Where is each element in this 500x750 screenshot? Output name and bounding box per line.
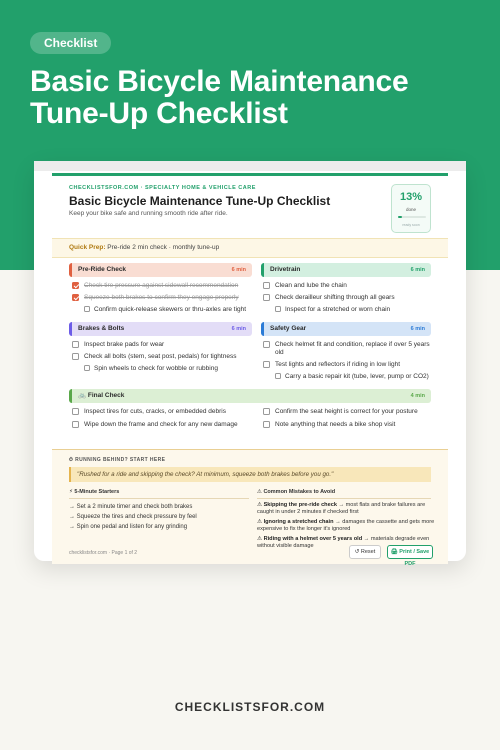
reset-button[interactable]: ↺ Reset — [349, 545, 381, 559]
section-final-check — [69, 389, 431, 403]
checkbox[interactable] — [263, 282, 270, 289]
section-title: Brakes & Bolts — [78, 325, 125, 332]
page-indicator: checklistsfor.com · Page 1 of 2 — [69, 550, 138, 556]
category-tag: Checklist — [30, 32, 111, 54]
mistake-item: ⚠ Ignoring a stretched chain → damages the cassette and gets more expensive to fix the longer it's ignored — [257, 519, 435, 532]
section-mins: 6 min — [410, 267, 425, 273]
doc-footer — [52, 544, 448, 567]
footer-brand[interactable]: CHECKLISTSFOR.COM — [174, 700, 326, 714]
running-behind-quote: "Rushed for a ride and skipping the check? At minimum, squeeze both brakes before you go." — [69, 467, 431, 482]
section-mins: 6 min — [231, 326, 246, 332]
section-title: 🚲 Final Check — [78, 392, 125, 399]
card-topbar — [34, 161, 466, 171]
section-title: Safety Gear — [270, 325, 307, 332]
mistake-item: ⚠ Skipping the pre-ride check → most flats and brake failures are caught in under 2 minutes if checked first — [257, 502, 426, 515]
starter-item: → Spin one pedal and listen for any grinding — [69, 524, 188, 530]
checkbox[interactable] — [72, 282, 79, 289]
checkbox[interactable] — [263, 421, 270, 428]
checkbox[interactable] — [72, 294, 79, 301]
section-title: Drivetrain — [270, 266, 301, 273]
checkbox[interactable] — [263, 294, 270, 301]
checkbox[interactable] — [72, 408, 79, 415]
checkbox[interactable] — [275, 373, 281, 379]
starter-item: → Set a 2 minute timer and check both brakes — [69, 504, 193, 510]
checkbox[interactable] — [263, 341, 270, 348]
checkbox[interactable] — [84, 365, 90, 371]
progress-note: ready soon — [402, 223, 420, 227]
progress-label: done — [405, 207, 416, 212]
divider — [257, 498, 431, 499]
progress-percent: 13% — [399, 191, 423, 203]
mistakes-title: ⚠ Common Mistakes to Avoid — [257, 489, 336, 495]
checkbox[interactable] — [72, 353, 79, 360]
section-drivetrain — [261, 263, 431, 277]
checkbox[interactable] — [72, 341, 79, 348]
running-behind-header: ⏱ RUNNING BEHIND? START HERE — [69, 457, 166, 463]
quick-prep-label: Quick Prep: — [69, 244, 106, 251]
checklist-preview-card — [34, 161, 466, 567]
checkbox[interactable] — [275, 306, 281, 312]
quick-prep-bar — [52, 238, 448, 258]
section-safety-gear — [261, 322, 431, 336]
doc-brand: CHECKLISTSFOR.COM · SPECIALTY HOME & VEHICLE CARE — [69, 185, 256, 191]
progress-bar — [398, 216, 426, 218]
section-title: Pre-Ride Check — [78, 266, 127, 273]
checkbox[interactable] — [72, 421, 79, 428]
checkbox[interactable] — [84, 306, 90, 312]
quick-prep-text: Pre-ride 2 min check · monthly tune-up — [107, 244, 220, 251]
print-button[interactable]: 🖨 Print / Save PDF — [387, 545, 433, 559]
section-mins: 6 min — [231, 267, 246, 273]
hero-title: Basic Bicycle Maintenance Tune-Up Checklist — [30, 65, 409, 130]
checklist-document: CHECKLISTSFOR.COM · SPECIALTY HOME & VEHICLE CARE Basic Bicycle Maintenance Tune-Up Checklist Keep your bike safe and running smooth ride after ride. 13% done ready soon Quick Prep: Pre-ride 2 min check · monthly tune-up Pre-Ride Check 6 min Check tire pressure against sidewall recommendation Squeeze both brakes to confirm they engage properly Confirm quick-release skewers or thru-axles are tight Drivetrain 6 min Clean and lube the chain Check derailleur shifting through all gears Inspect for a stretched or worn chain Brakes & Bolts 6 min Inspect brake pads for wear Check all bolts (stem, seat post, pedals) for tightness Spin wheels to check for wobble or rubbing Safety Gear 6 min Check helmet fit and condition, replace if over 5 years old Test lights and reflectors if riding in low light Carry a basic repair kit (tube, lever, pump or CO2) 🚲 Final Check 4 min Inspect tires for cuts, cracks, or embedded debris Wipe down the frame and check for any new damage Confirm the seat height is correct for your posture Note anything that needs a bike shop visit ⏱ RUNNING BEHIND? START HERE "Rushed for a ride and skipping the check? At minimum, squeeze both brakes before you go." ⚡ 5-Minute Starters → Set a 2 minute timer and check both brakes → Squeeze the tires and check pressure by feel → Spin one pedal and listen for any grinding ⚠ Common Mistakes to Avoid ⚠ Skipping the pre-ride check → most flats and brake failures are caught in under 2 minutes if checked first ⚠ Ignoring a stretched chain → damages the cassette and gets more expensive to fix the longer it's ignored ⚠ Riding with a helmet over 5 years old → materials degrade even without visible damage checklistsfor.com · Page 1 of 2 ↺ Reset 🖨 Print / Save PDF — [52, 173, 448, 561]
checkbox[interactable] — [263, 361, 270, 368]
section-mins: 4 min — [410, 393, 425, 399]
section-pre-ride — [69, 263, 252, 277]
progress-widget — [391, 184, 431, 233]
doc-title: Basic Bicycle Maintenance Tune-Up Checklist — [69, 194, 331, 208]
doc-subtitle: Keep your bike safe and running smooth ride after ride. — [69, 210, 228, 217]
divider — [69, 498, 249, 499]
starters-title: ⚡ 5-Minute Starters — [69, 489, 120, 495]
section-mins: 6 min — [410, 326, 425, 332]
mistake-item: ⚠ Riding with a helmet over 5 years old → materials degrade even without visible damage — [257, 536, 430, 549]
checklist-item[interactable]: Check helmet fit and condition, replace if over 5 years old — [263, 341, 435, 359]
section-brakes-bolts — [69, 322, 252, 336]
starter-item: → Squeeze the tires and check pressure by feel — [69, 514, 197, 520]
progress-fill — [398, 216, 402, 218]
checkbox[interactable] — [263, 408, 270, 415]
